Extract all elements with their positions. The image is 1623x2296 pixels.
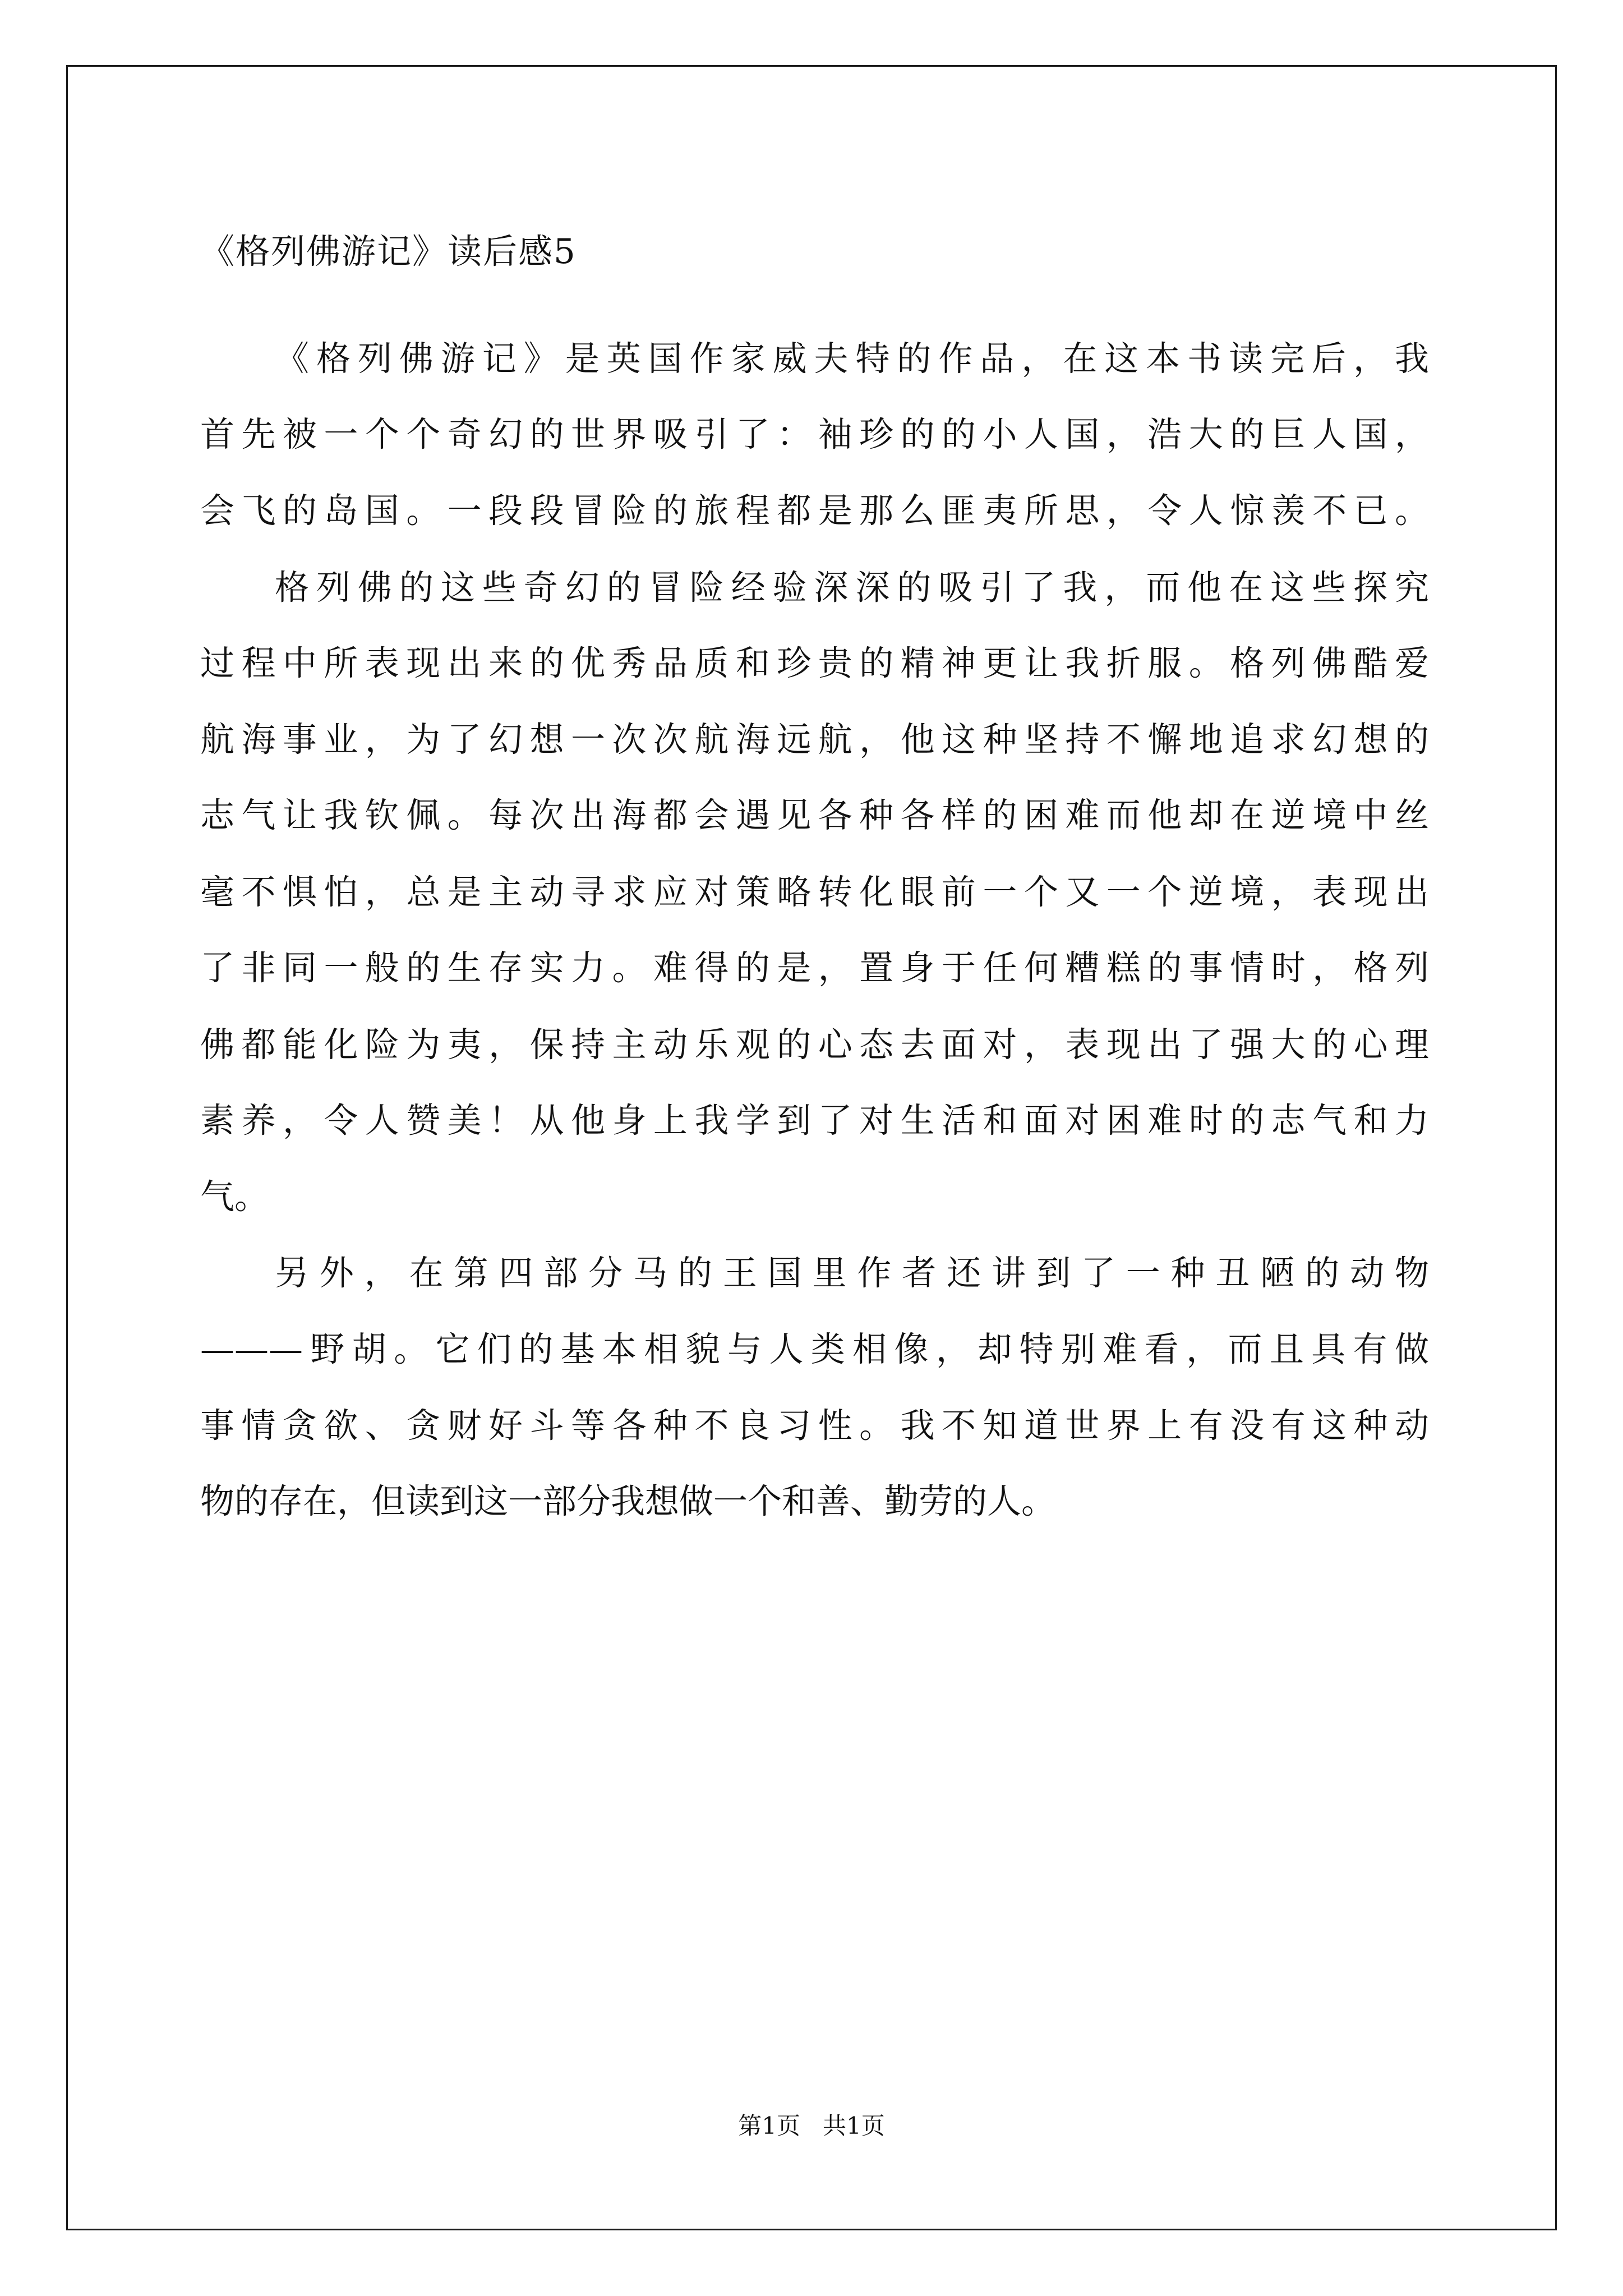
paragraph-3-line-4: 物的存在，但读到这一部分我想做一个和善、勤劳的人。: [200, 1481, 1056, 1521]
paragraph-3-line-3: 事情贪欲、贪财好斗等各种不良习性。我不知道世界上有没有这种动: [200, 1406, 1429, 1446]
paragraph-1-line-3: 会飞的岛国。一段段冒险的旅程都是那么匪夷所思，令人惊羡不已。: [200, 491, 1429, 531]
document-title: 《格列佛游记》读后感5: [200, 232, 577, 272]
paragraph-1-line-1: 《格列佛游记》是英国作家威夫特的作品，在这本书读完后，我: [275, 339, 1429, 379]
paragraph-3-line-1: 另外，在第四部分马的王国里作者还讲到了一种丑陋的动物: [275, 1253, 1429, 1293]
page-border: [66, 65, 1557, 2230]
paragraph-2-line-2: 过程中所表现出来的优秀品质和珍贵的精神更让我折服。格列佛酷爱: [200, 643, 1429, 683]
paragraph-2-line-7: 佛都能化险为夷，保持主动乐观的心态去面对，表现出了强大的心理: [200, 1025, 1429, 1065]
paragraph-2-line-8: 素养，令人赞美！从他身上我学到了对生活和面对困难时的志气和力: [200, 1101, 1429, 1140]
paragraph-2-line-1: 格列佛的这些奇幻的冒险经验深深的吸引了我，而他在这些探究: [275, 568, 1429, 608]
paragraph-3-line-2: ———野胡。它们的基本相貌与人类相像，却特别难看，而且具有做: [200, 1329, 1429, 1369]
page-number-footer: 第1页 共1页: [738, 2112, 885, 2139]
paragraph-2-line-3: 航海事业，为了幻想一次次航海远航，他这种坚持不懈地追求幻想的: [200, 720, 1429, 760]
paragraph-1-line-2: 首先被一个个奇幻的世界吸引了：袖珍的的小人国，浩大的巨人国，: [200, 415, 1429, 454]
paragraph-2-line-9: 气。: [200, 1177, 269, 1217]
paragraph-2-line-4: 志气让我钦佩。每次出海都会遇见各种各样的困难而他却在逆境中丝: [200, 795, 1429, 835]
paragraph-2-line-6: 了非同一般的生存实力。难得的是，置身于任何糟糕的事情时，格列: [200, 948, 1429, 988]
paragraph-2-line-5: 毫不惧怕，总是主动寻求应对策略转化眼前一个又一个逆境，表现出: [200, 872, 1429, 912]
